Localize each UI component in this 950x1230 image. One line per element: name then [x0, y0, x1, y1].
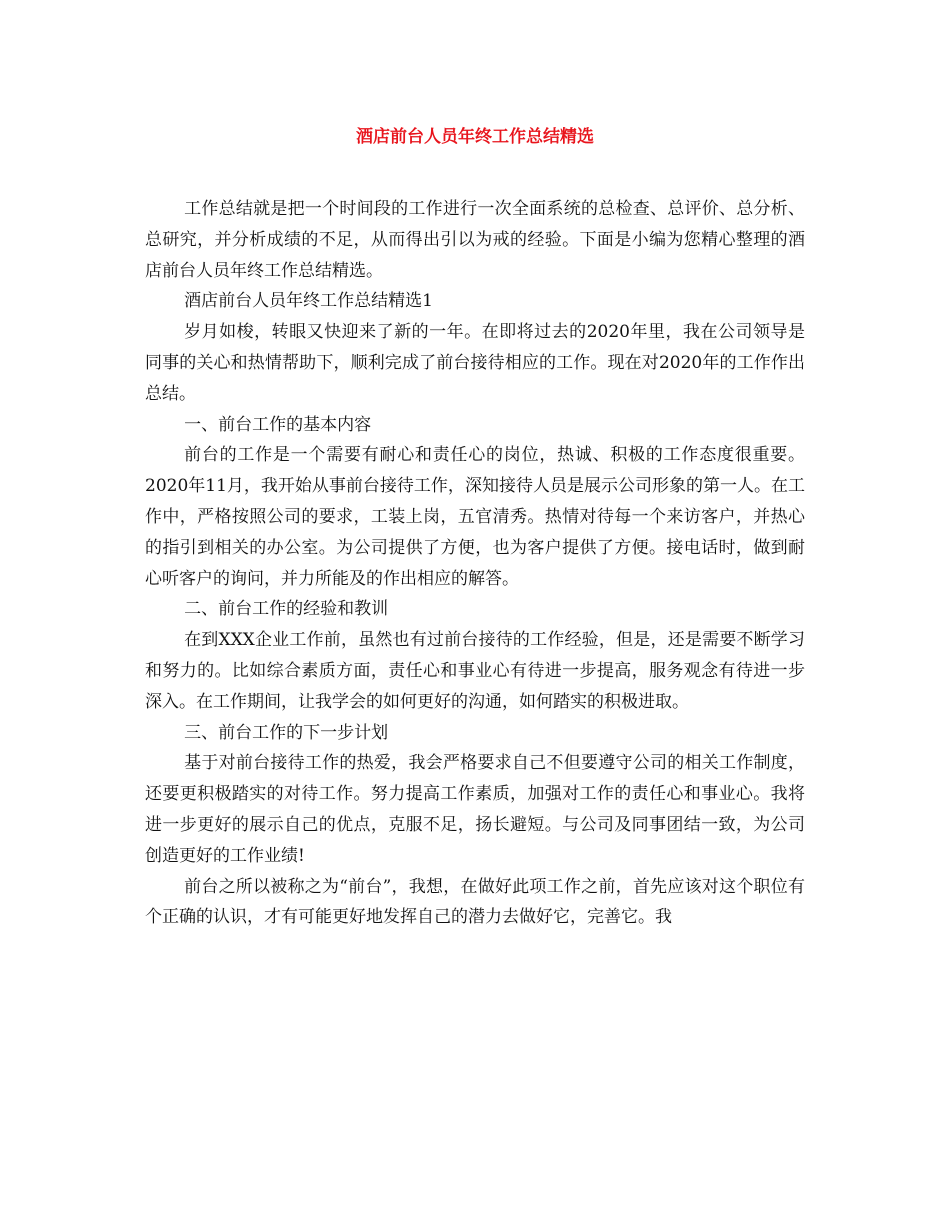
heading-experience: 二、前台工作的经验和教训	[184, 599, 389, 620]
heading-next-plan: 三、前台工作的下一步计划	[184, 722, 389, 743]
heading-basic-content: 一、前台工作的基本内容	[184, 414, 372, 435]
paragraph-section-heading: 酒店前台人员年终工作总结精选1	[184, 291, 433, 312]
paragraph-basic-content: 前台的工作是一个需要有耐心和责任心的岗位，热诚、积极的工作态度很重要。2020年11月，我开始从事前台接待工作，深知接待人员是展示公司形象的第一人。在工作中，严格按照公司的要求，工装上岗，五官清秀。热情对待每一个来访客户，并热心的指引到相关的办公室。为公司提供了方便，也为客户提供了方便。接电话时，做到耐心听客户的询问，并力所能及的作出相应的解答。	[145, 445, 805, 589]
document-body	[145, 194, 805, 933]
paragraph-intro: 工作总结就是把一个时间段的工作进行一次全面系统的总检查、总评价、总分析、总研究，并分析成绩的不足，从而得出引以为戒的经验。下面是小编为您精心整理的酒店前台人员年终工作总结精选。	[145, 199, 805, 281]
paragraph-opening: 岁月如梭，转眼又快迎来了新的一年。在即将过去的2020年里，我在公司领导是同事的关心和热情帮助下，顺利完成了前台接待相应的工作。现在对2020年的工作作出总结。	[145, 322, 805, 404]
paragraph-experience: 在到XXX企业工作前，虽然也有过前台接待的工作经验，但是，还是需要不断学习和努力的。比如综合素质方面，责任心和事业心有待进一步提高，服务观念有待进一步深入。在工作期间，让我学会的如何更好的沟通，如何踏实的积极进取。	[145, 630, 805, 712]
paragraph-front-desk: 前台之所以被称之为“前台”，我想，在做好此项工作之前，首先应该对这个职位有个正确的认识，才有可能更好地发挥自己的潜力去做好它，完善它。我	[145, 876, 805, 928]
paragraph-next-plan: 基于对前台接待工作的热爱，我会严格要求自己不但要遵守公司的相关工作制度，还要更积极踏实的对待工作。努力提高工作素质，加强对工作的责任心和事业心。我将进一步更好的展示自己的优点，克服不足，扬长避短。与公司及同事团结一致，为公司创造更好的工作业绩!	[145, 753, 805, 866]
document-title: 酒店前台人员年终工作总结精选	[356, 127, 594, 147]
